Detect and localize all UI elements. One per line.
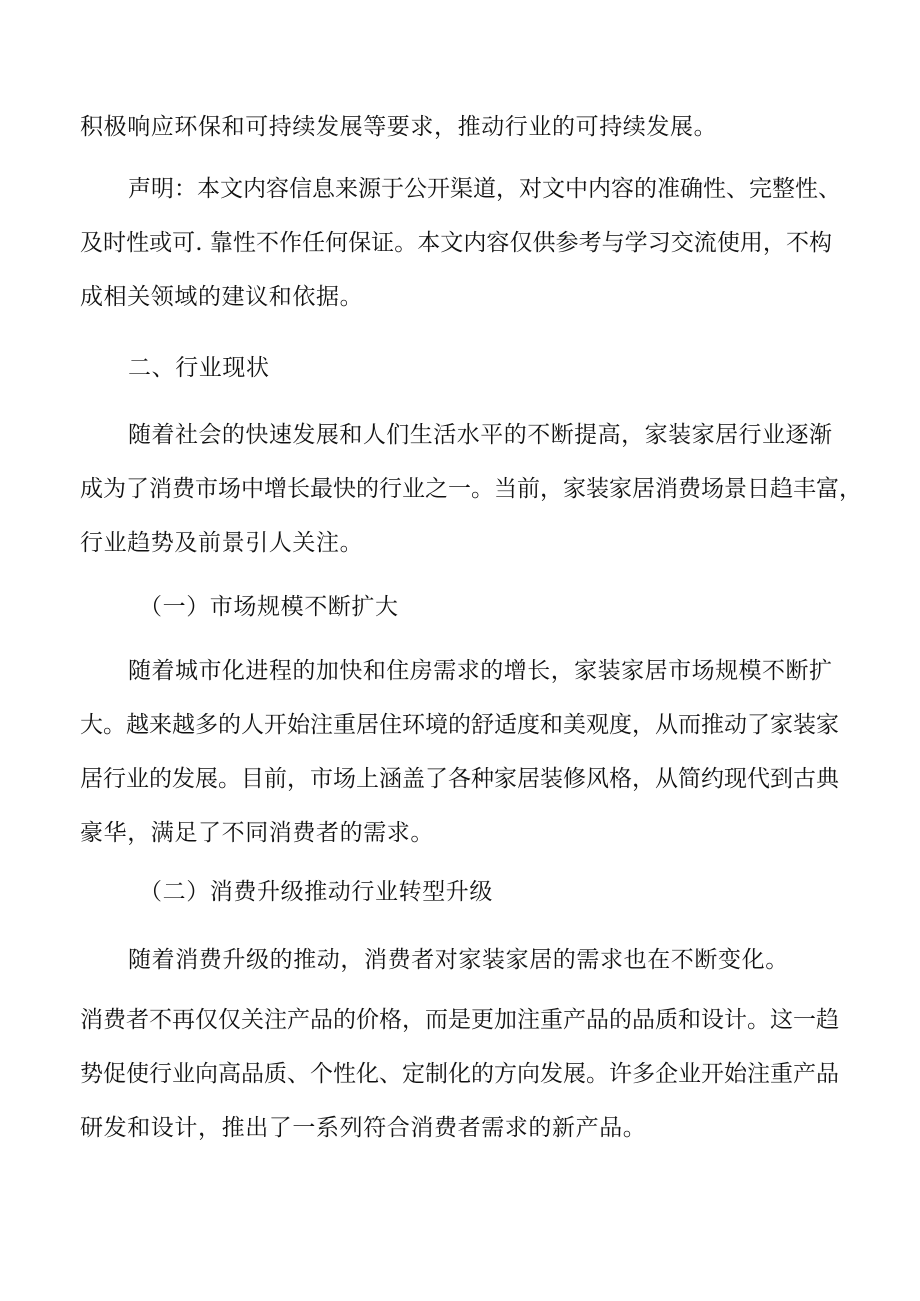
disclaimer-line: 声明：本文内容信息来源于公开渠道，对文中内容的准确性、完整性、 [128, 176, 841, 202]
disclaimer-line: 及时性或可. 靠性不作任何保证。本文内容仅供参考与学习交流使用，不构 [80, 230, 832, 256]
paragraph-line: 豪华，满足了不同消费者的需求。 [80, 820, 434, 846]
paragraph-line: 大。越来越多的人开始注重居住环境的舒适度和美观度，从而推动了家装家 [80, 712, 839, 738]
paragraph-line: 消费者不再仅仅关注产品的价格，而是更加注重产品的品质和设计。这一趋 [80, 1007, 839, 1033]
disclaimer-line: 成相关领域的建议和依据。 [80, 284, 364, 310]
paragraph-line: 随着消费升级的推动，消费者对家装家居的需求也在不断变化。 [128, 947, 789, 973]
paragraph-line: 成为了消费市场中增长最快的行业之一。当前，家装家居消费场景日趋丰富， [80, 476, 862, 502]
section-heading: 二、行业现状 [128, 355, 270, 381]
paragraph-line: 行业趋势及前景引人关注。 [80, 530, 364, 556]
paragraph-line: 随着社会的快速发展和人们生活水平的不断提高，家装家居行业逐渐 [128, 422, 832, 448]
paragraph-line: 居行业的发展。目前，市场上涵盖了各种家居装修风格，从简约现代到古典 [80, 766, 839, 792]
paragraph-line: 积极响应环保和可持续发展等要求，推动行业的可持续发展。 [80, 114, 718, 140]
subsection-heading: （一）市场规模不断扩大 [139, 594, 399, 620]
paragraph-line: 势促使行业向高品质、个性化、定制化的方向发展。许多企业开始注重产品 [80, 1061, 839, 1087]
paragraph-line: 随着城市化进程的加快和住房需求的增长，家装家居市场规模不断扩 [128, 658, 832, 684]
paragraph-line: 研发和设计，推出了一系列符合消费者需求的新产品。 [80, 1115, 647, 1141]
subsection-heading: （二）消费升级推动行业转型升级 [139, 879, 493, 905]
